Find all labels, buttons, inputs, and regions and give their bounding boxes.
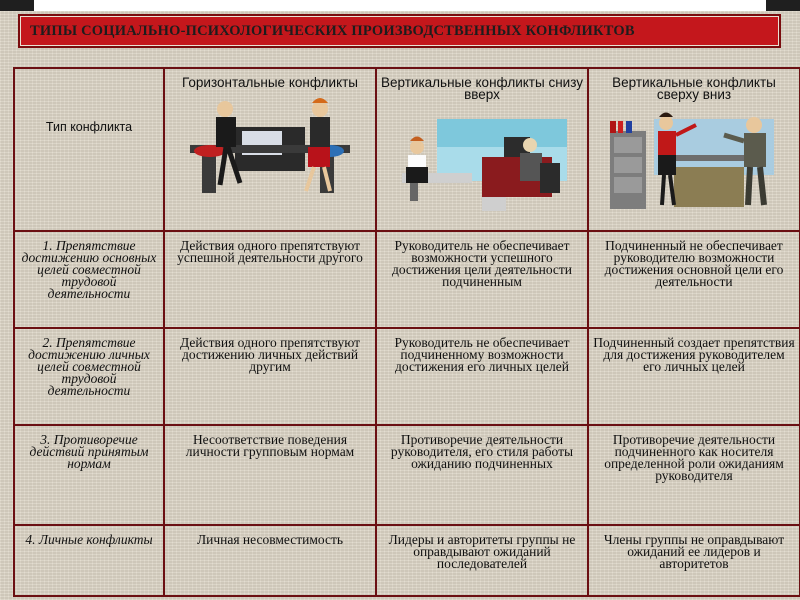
table-cell [164,231,376,328]
header-horizontal [164,68,376,231]
row-type-cell [14,328,164,425]
cell-text: Руководитель не обеспечивает возможности успешного достижения цели деятельности подчиненным [391,238,573,290]
employee-and-boss-at-desks-image [392,107,572,217]
cell-text: Подчиненный не обеспечивает руководителю возможности достижения основной цели его деятельности [604,238,784,290]
table-cell [164,328,376,425]
row-type-cell [14,231,164,328]
table-cell [164,425,376,526]
table-cell [376,328,588,425]
conflict-types-table [13,67,800,597]
table-cell [376,425,588,526]
header-type-cell [14,68,164,231]
table-row [14,328,800,425]
two-coworkers-arguing-image [180,95,360,205]
table-cell [588,231,800,328]
row-type-text: 3. Противоречие действий принятым нормам [29,431,149,471]
header-vertical-down [588,68,800,231]
header-vertical-down-label: Вертикальные конфликты сверху вниз [612,75,776,102]
cell-text: Лидеры и авторитеты группы не оправдывают ожиданий последователей [388,532,576,572]
table-row [14,525,800,596]
title-bar [18,14,781,48]
top-strip [0,0,800,11]
cell-text: Руководитель не обеспечивает подчиненному возможности достижения его личных целей [394,334,570,374]
table-row [14,231,800,328]
table-cell [164,525,376,596]
table-cell [376,231,588,328]
header-vertical-up [376,68,588,231]
table-cell [588,328,800,425]
header-horizontal-label: Горизонтальные конфликты [181,75,359,90]
cell-text: Действия одного препятствуют успешной деятельности другого [177,238,363,266]
cell-text: Противоречие деятельности подчиненного как носителя определенной роли ожиданиям руководителя [604,431,784,483]
row-type-text: 4. Личные конфликты [25,532,153,548]
cell-text: Противоречие деятельности руководителя, его стиля работы ожиданию подчиненных [390,431,574,471]
row-type-text: 2. Препятствие достижению личных целей совместной трудовой деятельности [28,334,150,398]
boss-scolding-employee-image [604,107,784,217]
corner-block-left [0,0,34,11]
type-label: Тип конфликта [45,120,133,134]
cell-text: Члены группы не оправдывают ожиданий ее лидеров и авторитетов [603,532,785,572]
table-cell [588,425,800,526]
cell-text: Несоответствие поведения личности групповым нормам [185,431,355,459]
cell-text: Личная несовместимость [196,532,344,548]
table-cell [588,525,800,596]
header-vertical-up-label: Вертикальные конфликты снизу вверх [381,75,583,102]
table-cell [376,525,588,596]
row-type-cell [14,425,164,526]
header-row [14,68,800,231]
corner-block-right [766,0,800,11]
row-type-text: 1. Препятствие достижению основных целей совместной трудовой деятельности [21,238,157,302]
row-type-cell [14,525,164,596]
cell-text: Действия одного препятствуют достижению личных действий другим [179,334,361,374]
table-row [14,425,800,526]
page-title: ТИПЫ СОЦИАЛЬНО-ПСИХОЛОГИЧЕСКИХ ПРОИЗВОДСТВЕННЫХ КОНФЛИКТОВ [30,22,635,39]
cell-text: Подчиненный создает препятствия для достижения руководителем его личных целей [593,334,795,374]
